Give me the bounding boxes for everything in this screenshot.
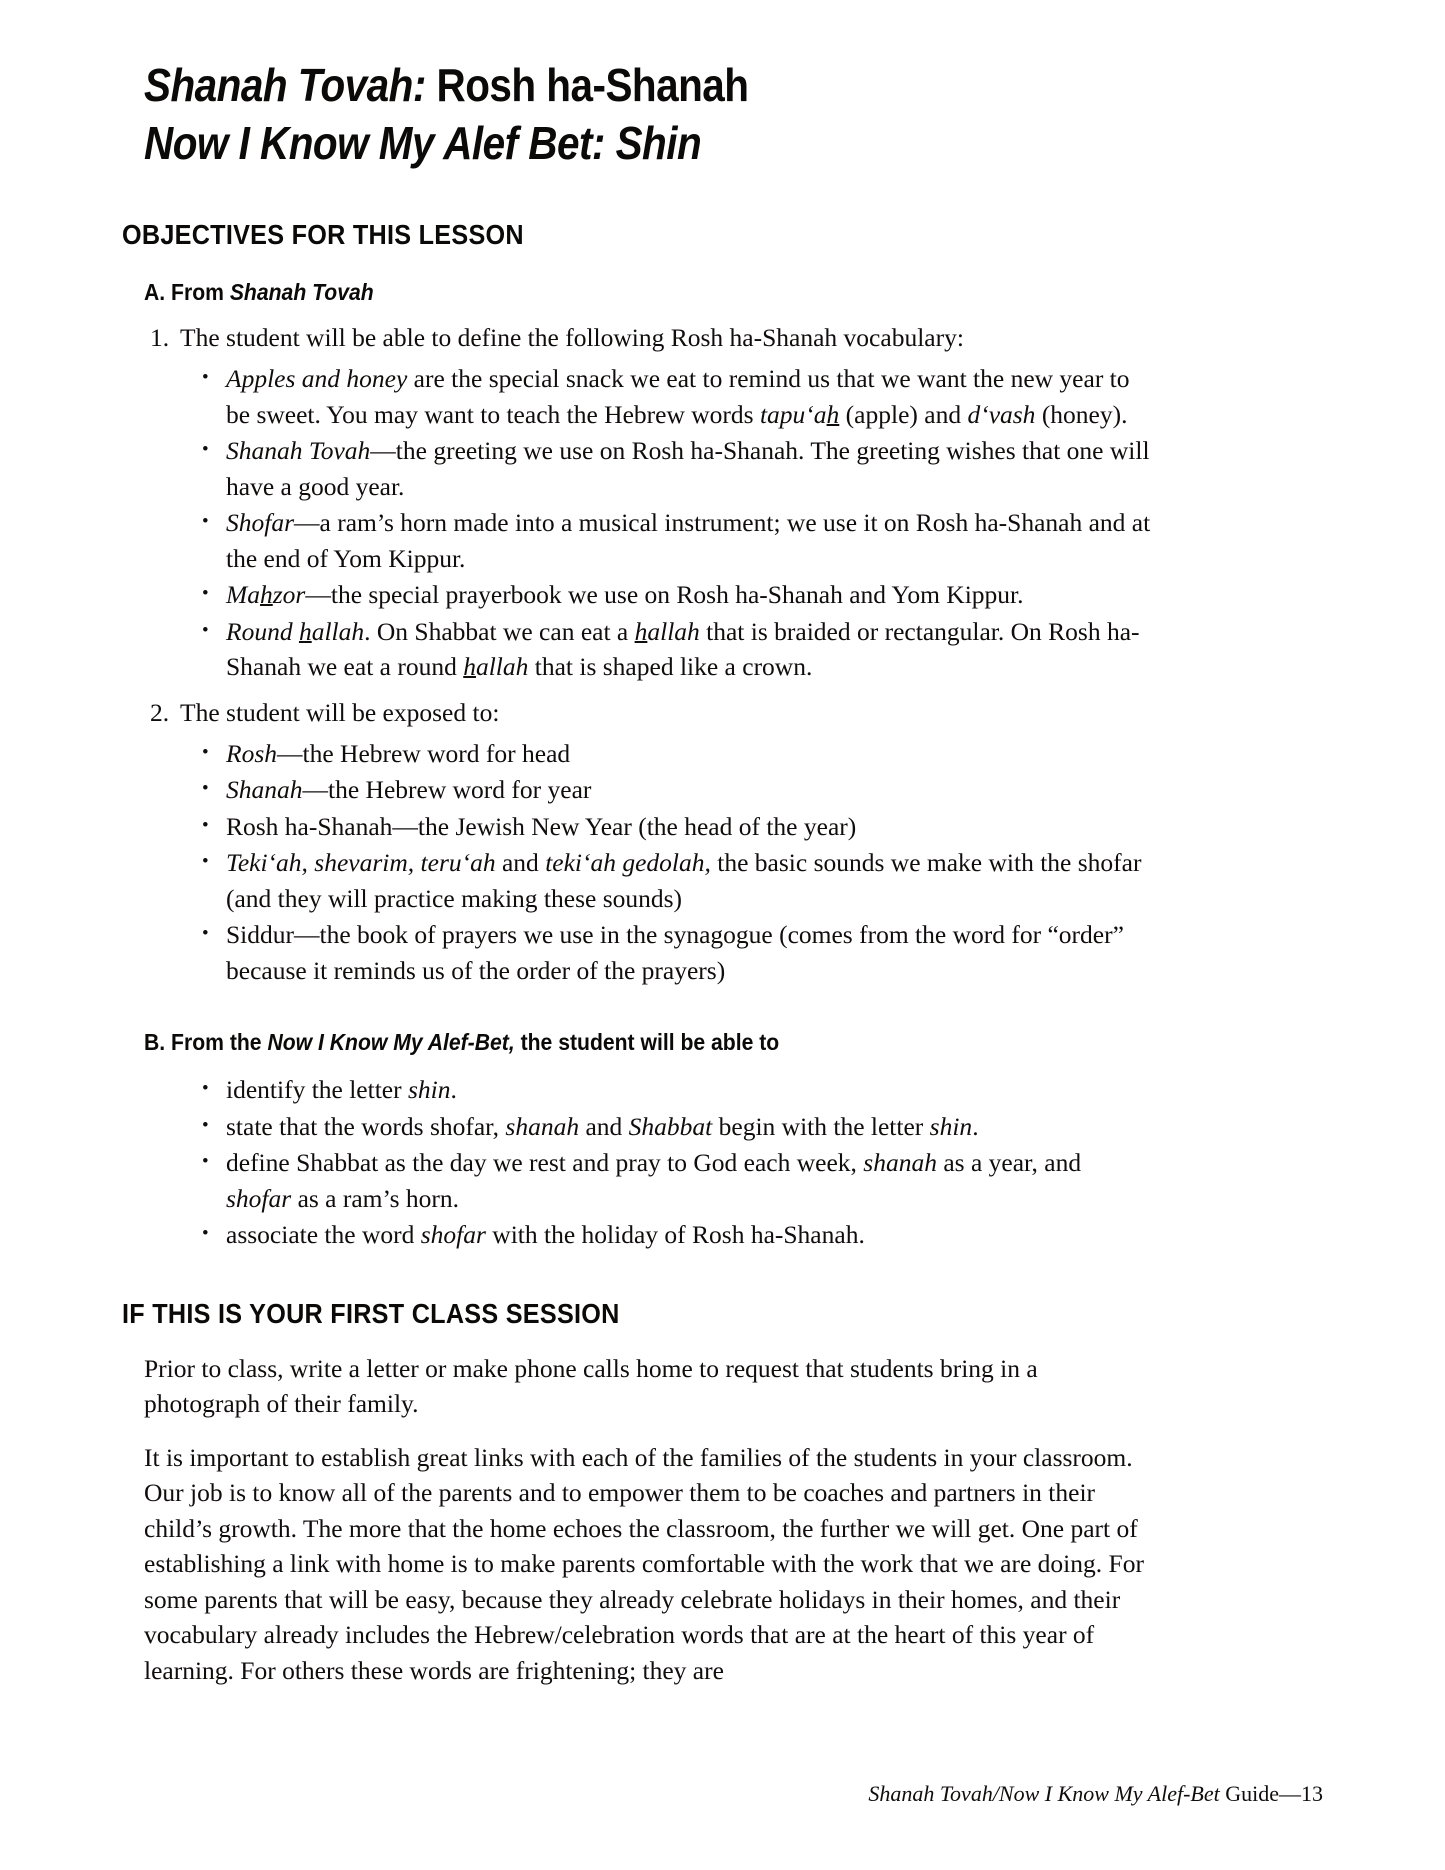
bullet-text-post-3: .	[972, 1111, 979, 1141]
bullet-lead-italic-b: allah	[311, 616, 365, 646]
subheading-part-a-label: A. From	[144, 279, 230, 305]
item-2-bullets	[184, 736, 1152, 989]
footer-italic-title: Shanah Tovah/Now I Know My Alef-Bet	[868, 1781, 1220, 1806]
bullet-text: identify the letter	[226, 1075, 408, 1104]
bullet-text-post: as a year, and	[936, 1148, 1082, 1177]
title-line-2-italic: Now I Know My Alef Bet: Shin	[144, 117, 702, 169]
numbered-item-2-marker: 2.	[150, 697, 170, 727]
list-item	[184, 917, 1152, 988]
subheading-part-b-post: the student will be able to	[514, 1029, 780, 1055]
bullet-het-char-3: h	[463, 652, 476, 681]
bullet-het-char: h	[260, 580, 273, 609]
bullet-text: . On Shabbat we can eat a	[364, 616, 635, 646]
bullet-term-tapuah: tapuʻa	[759, 399, 827, 429]
bullet-text: —the greeting we use on Rosh ha-Shanah. The greeting wishes that one will have a good year.	[226, 436, 1150, 501]
bullet-mid-italic: tekiʻah gedolah,	[545, 848, 711, 877]
bullet-lead-italic-b: zor	[272, 580, 306, 609]
bullet-text-post-2: as a ram’s horn.	[291, 1183, 460, 1213]
subheading-part-a	[144, 278, 1071, 306]
part-b-bullets	[184, 1072, 1152, 1253]
bullet-het-char: h	[826, 399, 840, 429]
bullet-italic: shofar	[420, 1220, 486, 1249]
paragraph-prior-to-class: Prior to class, write a letter or make phone calls home to request that students bring in a photograph of their family.	[144, 1353, 1038, 1418]
bullet-text: —the Hebrew word for head	[277, 738, 571, 768]
bullet-text-post: .	[450, 1075, 457, 1104]
title-line-1-roman: Rosh ha-Shanah	[425, 59, 749, 111]
title-line-2	[144, 114, 1031, 172]
bullet-lead-italic: Apples and honey	[226, 364, 408, 393]
objectives-numbered-list	[122, 320, 1152, 988]
list-item	[184, 361, 1152, 432]
bullet-term-dvash: dʻvash	[967, 399, 1036, 429]
bullet-text-post: and	[579, 1111, 629, 1141]
numbered-item-2-text: The student will be exposed to:	[180, 697, 500, 727]
item-1-bullets	[184, 361, 1152, 685]
bullet-het-char-2: h	[634, 616, 648, 646]
title-line-1	[144, 56, 1031, 114]
subheading-part-b-italic: Now I Know My Alef-Bet,	[267, 1029, 515, 1055]
list-item	[184, 614, 1152, 685]
bullet-text-2: that is braided or rectangular. On Rosh ha-Shanah we eat a round	[226, 616, 1140, 681]
bullet-italic-3: shin	[929, 1111, 973, 1141]
bullet-italic: shin	[407, 1075, 451, 1104]
bullet-lead-italic: Shanah	[226, 775, 303, 804]
numbered-item-1	[122, 320, 1152, 355]
bullet-text-2: (apple) and	[839, 399, 968, 429]
list-item	[184, 1145, 1152, 1216]
bullet-text: —the special prayerbook we use on Rosh ha-Shanah and Yom Kippur.	[305, 580, 1024, 609]
numbered-item-2	[122, 695, 1152, 730]
bullet-text: define Shabbat as the day we rest and pray to God each week,	[226, 1148, 864, 1177]
list-item	[184, 772, 1152, 808]
subheading-part-b-pre: B. From the	[144, 1029, 268, 1055]
bullet-italic-2: shofar	[226, 1183, 292, 1213]
bullet-lead-italic-a: Round	[226, 616, 299, 646]
bullet-text: —the Hebrew word for year	[302, 775, 592, 804]
bullet-text: state that the words shofar,	[226, 1111, 506, 1141]
subheading-part-a-italic: Shanah Tovah	[229, 279, 374, 305]
bullet-italic: shanah	[505, 1111, 580, 1141]
numbered-item-1-marker: 1.	[150, 323, 170, 352]
bullet-text-3: (honey).	[1035, 399, 1128, 429]
bullet-text: —a ram’s horn made into a musical instrument; we use it on Rosh ha-Shanah and at the end of Yom Kippur.	[226, 508, 1151, 573]
list-item	[184, 736, 1152, 772]
bullet-mid-italic: allah	[647, 616, 700, 646]
bullet-text: associate the word	[226, 1220, 421, 1249]
bullet-lead-italic: Shofar	[226, 508, 295, 537]
bullet-mid-italic-2: allah	[475, 652, 529, 681]
bullet-italic-2: Shabbat	[628, 1111, 713, 1141]
list-item	[184, 577, 1152, 613]
numbered-item-1-text: The student will be able to define the following Rosh ha-Shanah vocabulary:	[180, 323, 964, 352]
bullet-lead-italic: Rosh	[226, 738, 277, 768]
bullet-lead-italic: Shanah Tovah	[226, 436, 371, 465]
page-content	[122, 56, 1152, 1704]
bullet-text: and	[495, 848, 546, 877]
bullet-text-3: that is shaped like a crown.	[528, 652, 813, 681]
heading-first-class-session: IF THIS IS YOUR FIRST CLASS SESSION	[122, 1297, 620, 1329]
list-item	[184, 845, 1152, 916]
list-item	[184, 1217, 1152, 1253]
bullet-text: Rosh ha-Shanah—the Jewish New Year (the head of the year)	[226, 811, 857, 841]
bullet-text-post: with the holiday of Rosh ha-Shanah.	[485, 1220, 865, 1249]
bullet-lead-italic-a: Ma	[226, 580, 260, 609]
bullet-lead-italic: Tekiʻah, shevarim, teruʻah	[226, 848, 496, 877]
list-item	[184, 433, 1152, 504]
bullet-text-2: the basic sounds we make with the shofar (and they will practice making these sounds)	[226, 848, 1142, 913]
bullet-text-post-2: begin with the letter	[712, 1111, 930, 1141]
paragraph-establish-links: It is important to establish great links with each of the families of the students in your classroom. Our job is to know all of the parents and to empower them to be coaches and partners in their child’s growth. The more that the home echoes the classroom, the further we will get. One part of establishing a link with home is to make parents comfortable with the work that we are doing. For some parents that will be easy, because they already celebrate holidays in their homes, and their vocabulary already includes the Hebrew/celebration words that are at the heart of this year of learning. For others these words are frightening; they are	[144, 1442, 1144, 1685]
bullet-het-char: h	[298, 616, 312, 646]
title-line-1-italic: Shanah Tovah:	[144, 59, 426, 111]
bullet-italic: shanah	[863, 1148, 937, 1177]
page-footer	[868, 1780, 1323, 1808]
footer-page-number: Guide—13	[1219, 1781, 1323, 1806]
heading-objectives: OBJECTIVES FOR THIS LESSON	[122, 219, 524, 250]
list-item	[184, 809, 1152, 845]
bullet-text: Siddur—the book of prayers we use in the synagogue (comes from the word for “order” because it reminds us of the order of the prayers)	[226, 920, 1124, 985]
bullet-text: are the special snack we eat to remind us that we want the new year to be sweet. You may want to teach the Hebrew words	[226, 364, 1130, 429]
subheading-part-b	[144, 1028, 1071, 1056]
list-item	[184, 1072, 1152, 1108]
list-item	[184, 505, 1152, 576]
page-title	[144, 56, 1152, 172]
list-item	[184, 1109, 1152, 1145]
